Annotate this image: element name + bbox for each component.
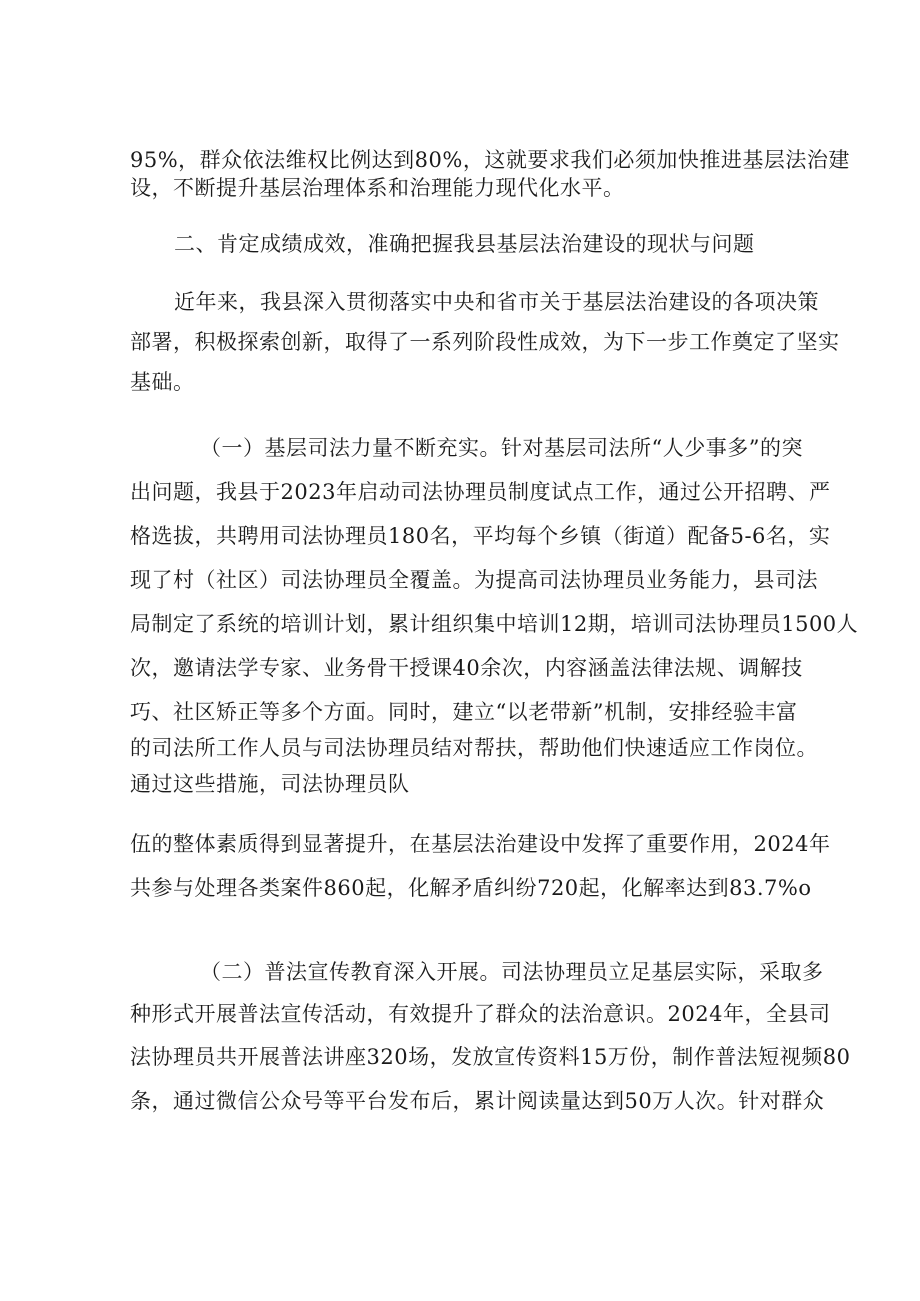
paragraph-line: （一）基层司法力量不断充实。针对基层司法所“人少事多”的突 [200,436,803,460]
paragraph-line: （二）普法宣传教育深入开展。司法协理员立足基层实际，采取多 [200,960,824,984]
section-heading: 二、肯定成绩成效，准确把握我县基层法治建设的现状与问题 [174,232,755,256]
paragraph-line: 格选拔，共聘用司法协理员180名，平均每个乡镇（街道）配备5-6名，实 [130,524,831,548]
paragraph-line: 条，通过微信公众号等平台发布后，累计阅读量达到50万人次。针对群众 [130,1089,825,1113]
paragraph-line: 巧、社区矫正等多个方面。同时，建立“以老带新”机制，安排经验丰富 [130,700,798,724]
paragraph-line: 现了村（社区）司法协理员全覆盖。为提高司法协理员业务能力，县司法 [130,568,818,592]
paragraph-line: 95%，群众依法维权比例达到80%，这就要求我们必须加快推进基层法治建 [130,148,850,172]
paragraph-line: 设，不断提升基层治理体系和治理能力现代化水平。 [130,176,625,200]
paragraph-line: 通过这些措施，司法协理员队 [130,772,410,796]
paragraph-line: 出问题，我县于2023年启动司法协理员制度试点工作，通过公开招聘、严 [130,480,831,504]
paragraph-line: 局制定了系统的培训计划，累计组织集中培训12期，培训司法协理员1500人 [130,612,859,636]
paragraph-line: 次，邀请法学专家、业务骨干授课40余次，内容涵盖法律法规、调解技 [130,656,803,680]
paragraph-line: 部署，积极探索创新，取得了一系列阶段性成效，为下一步工作奠定了坚实 [130,330,840,354]
paragraph-line: 伍的整体素质得到显著提升，在基层法治建设中发挥了重要作用，2024年 [130,832,831,856]
paragraph-line: 共参与处理各类案件860起，化解矛盾纠纷720起，化解率达到83.7%o [130,876,812,900]
paragraph-line: 基础。 [130,370,195,394]
paragraph-line: 种形式开展普法宣传活动，有效提升了群众的法治意识。2024年，全县司 [130,1002,831,1026]
paragraph-line: 的司法所工作人员与司法协理员结对帮扶，帮助他们快速适应工作岗位。 [130,736,818,760]
paragraph-line: 法协理员共开展普法讲座320场，发放宣传资料15万份，制作普法短视频80 [130,1045,851,1069]
paragraph-line: 近年来，我县深入贯彻落实中央和省市关于基层法治建设的各项决策 [174,290,819,314]
